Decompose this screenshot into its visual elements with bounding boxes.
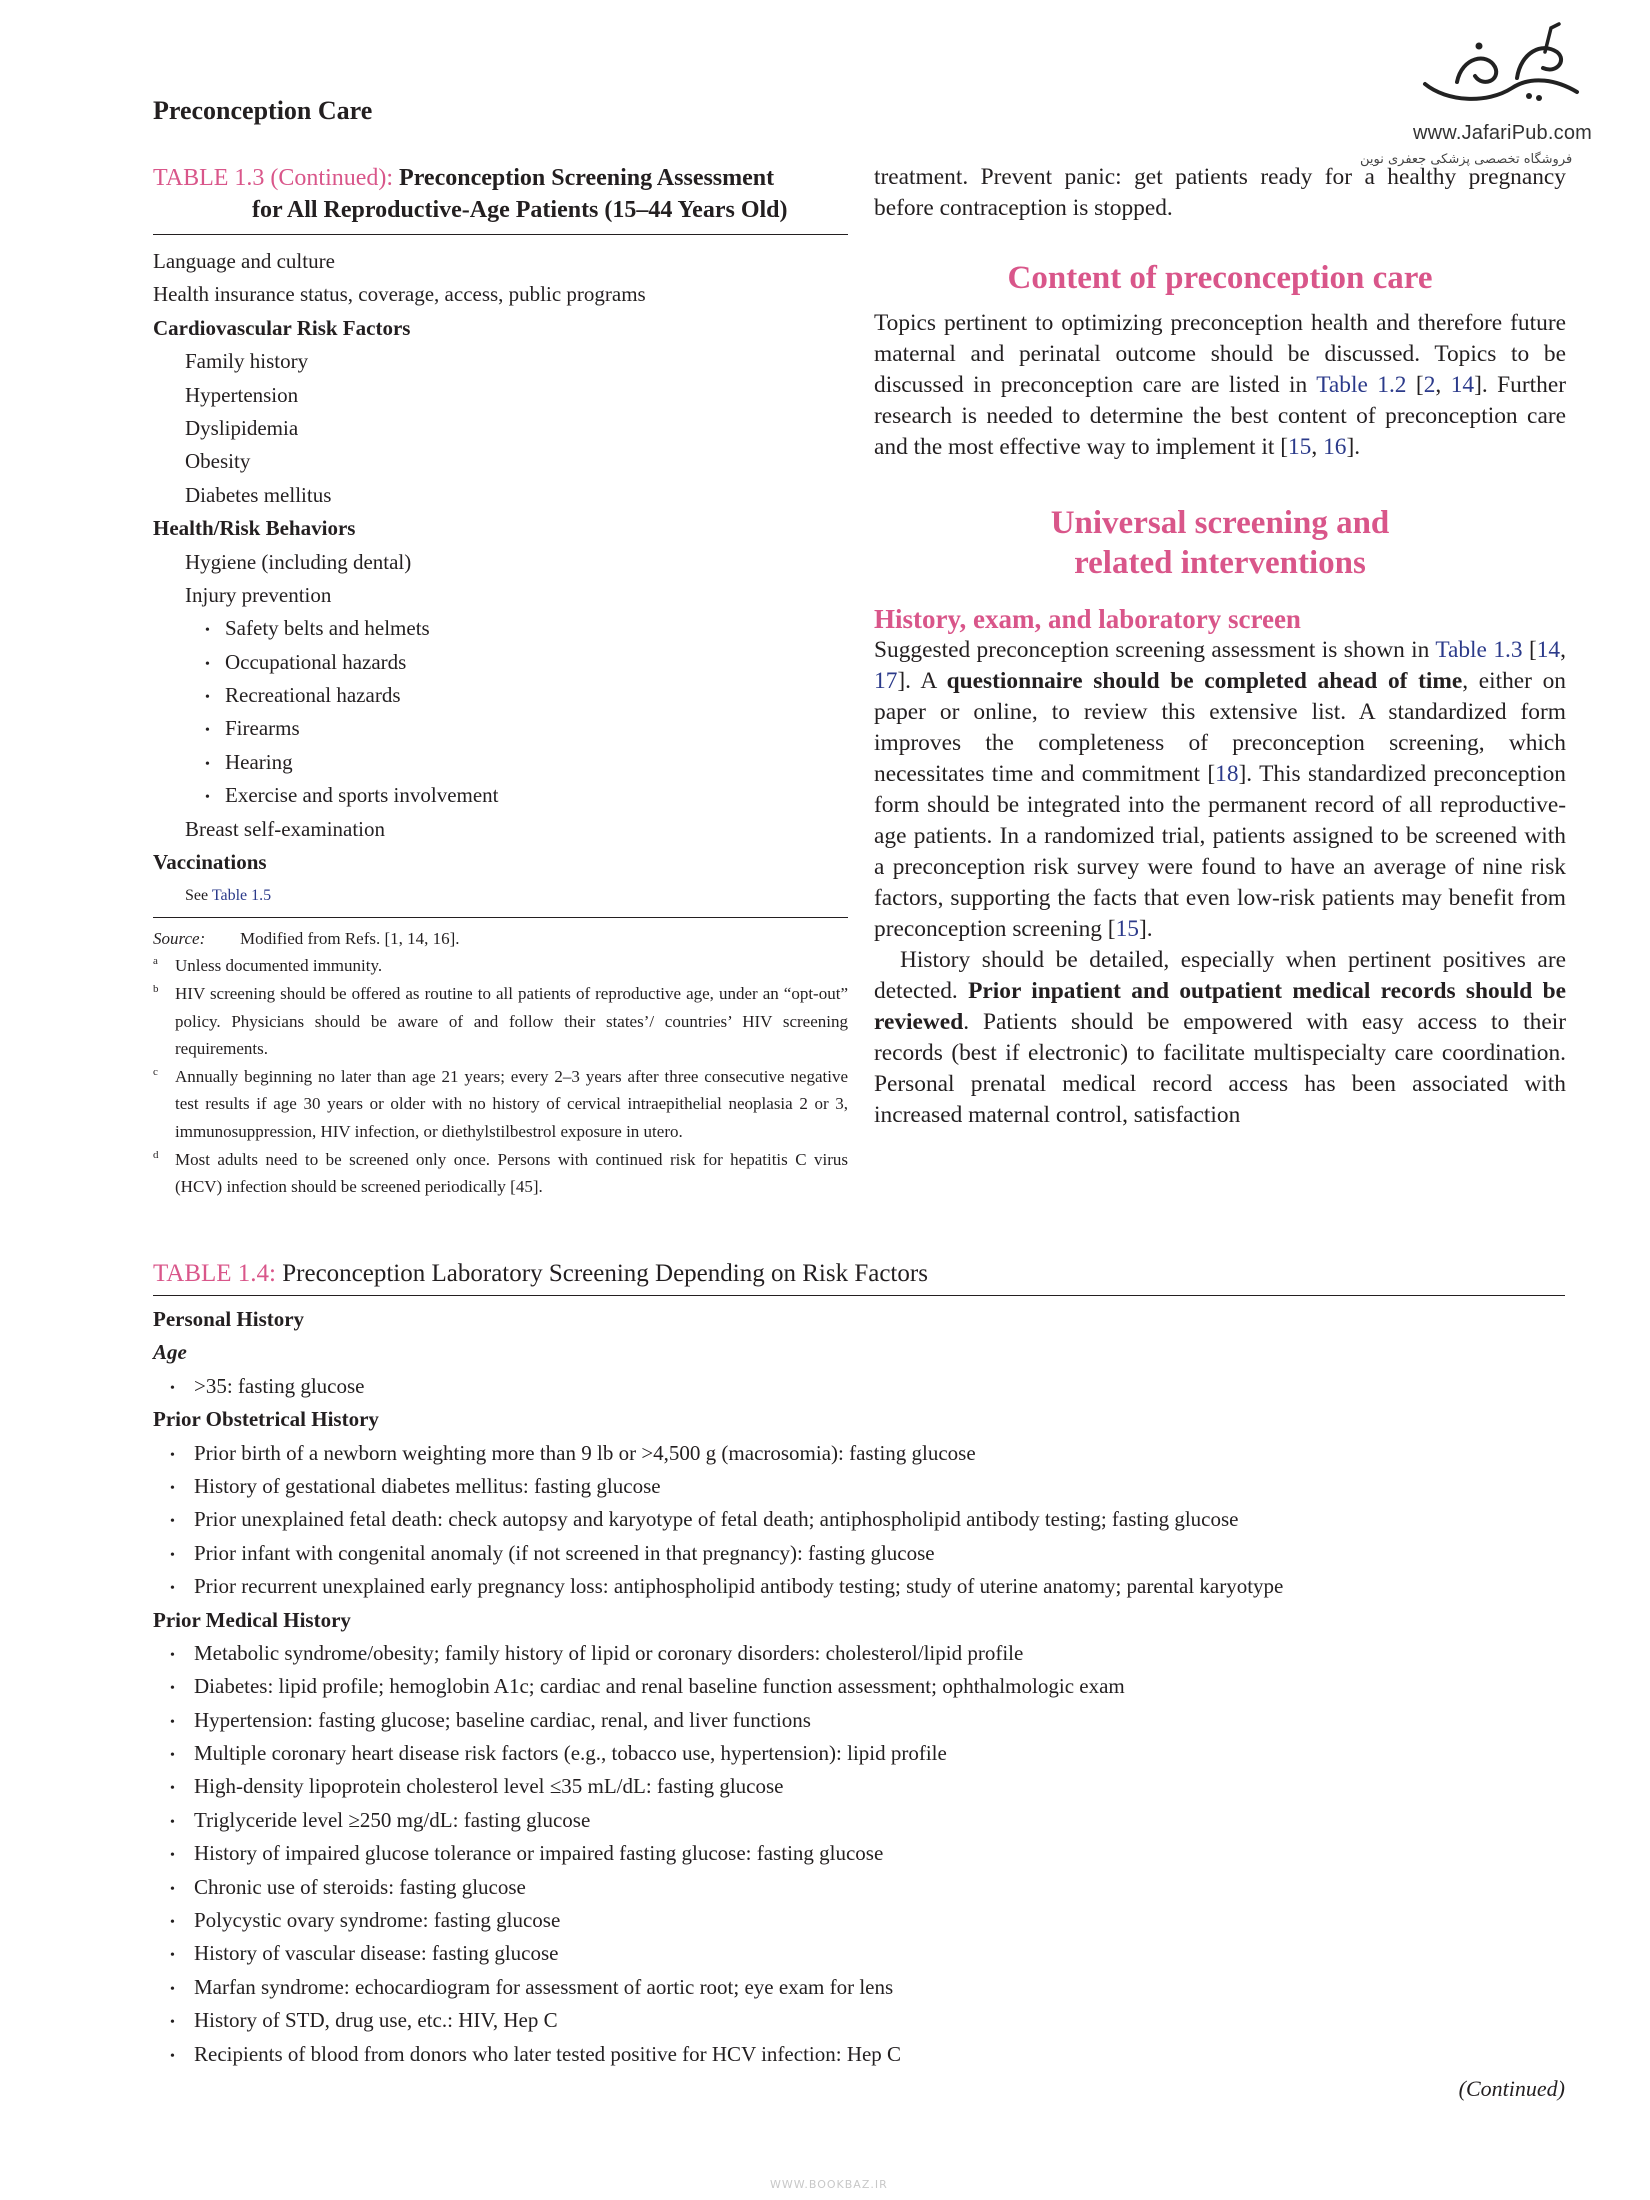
table-row [153, 1470, 1565, 1503]
bullet-icon: • [170, 2048, 175, 2064]
row-text: Metabolic syndrome/obesity; family history of lipid or coronary disorders: cholesterol/lipid profile [194, 1640, 1024, 1665]
table-row [153, 1804, 1565, 1837]
table-1-2-link[interactable]: Table 1.2 [1316, 372, 1407, 398]
table-section-heading [153, 512, 848, 545]
heading-history-exam-lab: History, exam, and laboratory screen [874, 604, 1301, 634]
table-row [153, 1370, 1565, 1403]
source-text: Modified from Refs. [1, 14, 16]. [240, 928, 460, 948]
table-row [153, 278, 848, 311]
table-row [153, 245, 848, 278]
row-text: Triglyceride level ≥250 mg/dL: fasting glucose [194, 1807, 591, 1832]
footnote [153, 952, 848, 980]
table-top-rule [153, 234, 848, 235]
table-row [153, 779, 848, 812]
table-row [153, 345, 848, 378]
bullet-icon: • [170, 1547, 175, 1563]
table-row [153, 412, 848, 445]
table-row [153, 1537, 1565, 1570]
footnote-text: Annually beginning no later than age 21 years; every 2–3 years after three consecutive negative test results if age 30 years or older with no history of cervical intraepithelial neoplasia 2 or 3, immunosuppression, HIV infection, or diethylstilbestrol exposure in utero. [175, 1066, 848, 1141]
row-text: Language and culture [153, 249, 335, 273]
row-text: Prior Medical History [153, 1607, 351, 1632]
table-row-see [153, 879, 848, 912]
table-section-heading [153, 1604, 1565, 1637]
footnote-mark: b [153, 983, 159, 995]
ref-link[interactable]: 15 [1115, 916, 1139, 942]
row-text: Personal History [153, 1307, 305, 1331]
bullet-icon: • [170, 1781, 175, 1797]
table-subheading [153, 1336, 1565, 1369]
row-text: Safety belts and helmets [225, 616, 430, 641]
bullet-icon: • [170, 2015, 175, 2031]
table-row [153, 1570, 1565, 1603]
table-title-line1: Preconception Screening Assessment [399, 165, 775, 191]
table-label: TABLE 1.3 (Continued): [153, 165, 394, 191]
table-row [153, 679, 848, 712]
ref-link[interactable]: 15 [1287, 434, 1312, 460]
table-row [153, 1637, 1565, 1670]
row-text: Prior unexplained fetal death: check autopsy and karyotype of fetal death; antiphospholipid antibody testing; fasting glucose [194, 1507, 1239, 1532]
paragraph-records: History should be detailed, especially when pertinent positives are detected. Prior inpatient and outpatient medical records should be reviewed. Patients should be empowered with easy access to their records (best if electronic) to facilitate multispecialty care coordination. Personal prenatal medical record access has been associated with increased maternal control, satisfaction [874, 947, 1566, 1128]
publisher-logo[interactable] [1360, 22, 1610, 167]
row-text: Exercise and sports involvement [225, 783, 499, 808]
bullet-icon: • [205, 723, 210, 739]
table-rows [153, 1303, 1565, 2071]
table-row [153, 379, 848, 412]
table-1-3-continued [153, 162, 848, 1201]
bullet-icon: • [170, 1714, 175, 1730]
table-row [153, 1904, 1565, 1937]
heading-universal-screening [874, 503, 1566, 583]
table-1-4 [153, 1258, 1565, 2071]
continued-label: (Continued) [1458, 2076, 1565, 2101]
footnote-mark: c [153, 1065, 158, 1078]
row-text: Marfan syndrome: echocardiogram for assessment of aortic root; eye exam for lens [194, 1974, 894, 1999]
bullet-icon: • [170, 1915, 175, 1931]
paragraph-history: Suggested preconception screening assessment is shown in Table 1.3 [14, 17]. A questionnaire should be completed ahead of time, either on paper or online, to review this extensive list. A standardized form improves the completeness of preconception screening, which necessitates time and commitment [18]. This standardized preconception form should be integrated into the permanent record of all reproductive-age patients. In a randomized trial, patients assigned to be screened with a preconception risk survey were found to have an average of nine risk factors, supporting the facts that even low-risk patients may benefit from preconception screening [15]. [874, 637, 1567, 942]
table-row [153, 813, 848, 846]
bullet-icon: • [170, 1881, 175, 1897]
see-prefix: See [185, 887, 212, 905]
footnote-mark: a [153, 955, 158, 968]
table-row [153, 612, 848, 645]
ref-link[interactable]: 2 [1423, 372, 1436, 398]
heading-line2: related interventions [1074, 545, 1366, 581]
row-text: Age [153, 1340, 187, 1365]
bullet-icon: • [205, 790, 210, 806]
table-row [153, 1503, 1565, 1536]
row-text: Hygiene (including dental) [185, 549, 412, 574]
footnote [153, 1063, 848, 1146]
row-text: Injury prevention [185, 582, 332, 607]
table-row [153, 1971, 1565, 2004]
bullet-icon: • [170, 1480, 175, 1496]
table-label: TABLE 1.4: [153, 1260, 276, 1287]
bullet-icon: • [170, 1814, 175, 1830]
row-text: Cardiovascular Risk Factors [153, 315, 411, 340]
row-text: Obesity [185, 449, 251, 474]
bullet-icon: • [170, 1848, 175, 1864]
footnote [153, 1146, 848, 1201]
row-text: Firearms [225, 716, 300, 741]
row-text: Polycystic ovary syndrome: fasting glucose [194, 1908, 561, 1933]
table-row [153, 2038, 1565, 2071]
table-row [153, 1871, 1565, 1904]
table-title-line2: for All Reproductive-Age Patients (15–44 Years Old) [252, 197, 788, 223]
table-row [153, 1437, 1565, 1470]
row-text: Vaccinations [153, 850, 267, 875]
row-text: Prior infant with congenital anomaly (if not screened in that pregnancy): fasting glucose [194, 1540, 935, 1565]
table-section-heading [153, 1403, 1565, 1436]
table-1-3-link[interactable]: Table 1.3 [1435, 637, 1523, 663]
row-text: Health insurance status, coverage, access, public programs [153, 282, 646, 307]
ref-link[interactable]: 14 [1450, 372, 1475, 398]
logo-url[interactable]: www.JafariPub.com [1413, 122, 1593, 144]
table-row [153, 646, 848, 679]
calligraphy-logo-icon [1417, 22, 1587, 117]
bullet-icon: • [170, 1380, 175, 1396]
footnote-text: Most adults need to be screened only once. Persons with continued risk for hepatitis C virus (HCV) infection should be screened periodically [45]. [175, 1149, 848, 1197]
table-row [153, 746, 848, 779]
row-text: Prior Obstetrical History [153, 1407, 379, 1432]
row-text: History of vascular disease: fasting glucose [194, 1941, 559, 1966]
table-row [153, 546, 848, 579]
source-label: Source: [153, 928, 206, 948]
table-row [153, 1704, 1565, 1737]
table-rows [153, 245, 848, 879]
table-title: Preconception Laboratory Screening Depending on Risk Factors [276, 1260, 928, 1287]
row-text: Multiple coronary heart disease risk factors (e.g., tobacco use, hypertension): lipid profile [194, 1741, 947, 1766]
bullet-icon: • [205, 656, 210, 672]
table-row [153, 479, 848, 512]
bullet-icon: • [170, 1647, 175, 1663]
table-notes [153, 925, 848, 1201]
row-text: Occupational hazards [225, 649, 407, 674]
bullet-icon: • [205, 690, 210, 706]
table-row [153, 712, 848, 745]
footnote-text: HIV screening should be offered as routine to all patients of reproductive age, under an “opt-out” policy. Physicians should be aware of and follow their states’/ countries’ HIV screening requirements. [175, 984, 848, 1059]
bullet-icon: • [170, 1581, 175, 1597]
table-row [153, 445, 848, 478]
row-text: >35: fasting glucose [194, 1373, 365, 1398]
row-text: Hypertension: fasting glucose; baseline cardiac, renal, and liver functions [194, 1707, 811, 1732]
footnote [153, 980, 848, 1063]
bullet-icon: • [170, 1447, 175, 1463]
table-row [153, 1937, 1565, 1970]
bullet-icon: • [170, 1748, 175, 1764]
row-text: Prior birth of a newborn weighting more than 9 lb or >4,500 g (macrosomia): fasting glucose [194, 1440, 976, 1465]
row-text: Chronic use of steroids: fasting glucose [194, 1874, 526, 1899]
paragraph-continued: treatment. Prevent panic: get patients ready for a healthy pregnancy before contraception is stopped. [874, 164, 1566, 221]
bullet-icon: • [205, 756, 210, 772]
ref-link[interactable]: 18 [1215, 761, 1239, 787]
row-text: Prior recurrent unexplained early pregnancy loss: antiphospholipid antibody testing; study of uterine anatomy; parental karyotype [194, 1574, 1284, 1599]
running-head: Preconception Care [153, 96, 373, 125]
row-text: History of gestational diabetes mellitus: fasting glucose [194, 1473, 661, 1498]
footnote-text: Unless documented immunity. [175, 956, 383, 976]
bullet-icon: • [205, 623, 210, 639]
footnote-mark: d [153, 1148, 159, 1161]
row-text: History of STD, drug use, etc.: HIV, Hep C [194, 2008, 558, 2033]
watermark-text: WWW.BOOKBAZ.IR [770, 2178, 888, 2191]
table-1-5-link[interactable]: Table 1.5 [211, 887, 272, 905]
row-text: Recreational hazards [225, 683, 401, 708]
table-section-heading [153, 312, 848, 345]
table-caption [153, 162, 848, 226]
bullet-icon: • [170, 1681, 175, 1697]
row-text: Recipients of blood from donors who later tested positive for HCV infection: Hep C [194, 2041, 902, 2066]
ref-link[interactable]: 17 [874, 668, 898, 694]
bullet-icon: • [170, 1948, 175, 1964]
table-section-heading [153, 1303, 1565, 1336]
table-row [153, 1770, 1565, 1803]
table-row [153, 1670, 1565, 1703]
ref-link[interactable]: 16 [1323, 434, 1347, 460]
bullet-icon: • [170, 1514, 175, 1530]
table-row [153, 2004, 1565, 2037]
table-row [153, 1737, 1565, 1770]
heading-line1: Universal screening and [1050, 505, 1390, 541]
row-text: Family history [185, 349, 309, 374]
table-caption [153, 1258, 1565, 1290]
table-section-heading [153, 846, 848, 879]
row-text: Diabetes: lipid profile; hemoglobin A1c; cardiac and renal baseline function assessment; ophthalmologic exam [194, 1674, 1125, 1699]
table-top-rule [153, 1295, 1565, 1296]
row-text: History of impaired glucose tolerance or impaired fasting glucose: fasting glucose [194, 1841, 884, 1866]
row-text: High-density lipoprotein cholesterol level ≤35 mL/dL: fasting glucose [194, 1774, 784, 1799]
table-bottom-rule [153, 917, 848, 918]
row-text: Diabetes mellitus [185, 482, 332, 507]
logo-persian-text: فروشگاه تخصصی پزشکی جعفری نوین [1360, 152, 1573, 167]
paragraph-content: Topics pertinent to optimizing preconception health and therefore future maternal and perinatal outcome should be discussed. Topics to be discussed in preconception care are listed in Table 1.2 [2, 14]. Further research is needed to determine the best content of preconception care and the most effective way to implement it [15, 16]. [874, 310, 1567, 460]
row-text: Breast self-examination [185, 816, 386, 841]
bullet-icon: • [170, 1981, 175, 1997]
ref-link[interactable]: 14 [1536, 637, 1561, 663]
row-text: Health/Risk Behaviors [153, 516, 356, 541]
heading-content-of-preconception-care: Content of preconception care [1007, 260, 1433, 296]
source-note [153, 925, 848, 953]
right-column [874, 162, 1566, 1131]
row-text: Hearing [225, 749, 293, 774]
table-row [153, 1837, 1565, 1870]
table-row [153, 579, 848, 612]
row-text: Hypertension [185, 382, 299, 407]
row-text: Dyslipidemia [185, 415, 299, 440]
